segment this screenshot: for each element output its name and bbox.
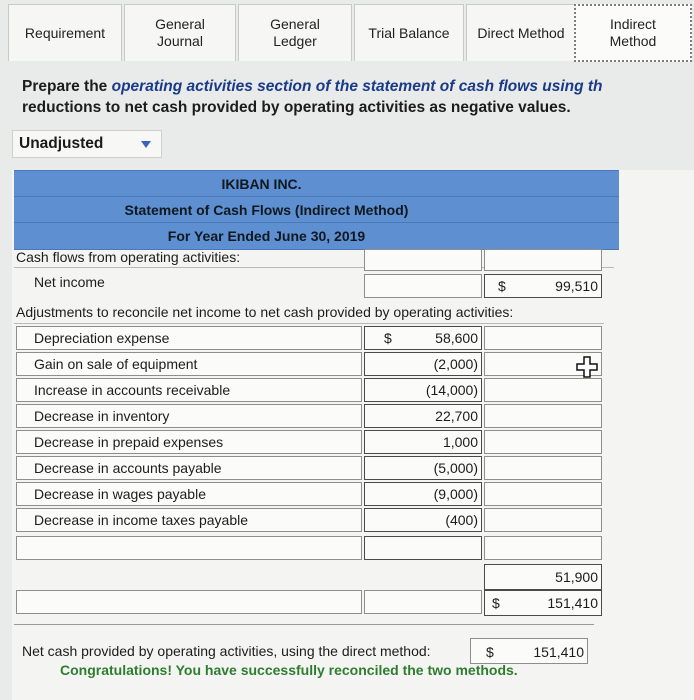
net-cash-total-value: 151,410 [547, 595, 598, 611]
company-name [14, 170, 619, 197]
net-income-value: 99,510 [555, 278, 598, 294]
adjustment-total-input[interactable] [484, 430, 602, 454]
section-input-1[interactable] [364, 249, 482, 271]
currency-symbol: $ [384, 330, 392, 346]
instructions-lead: Prepare the [22, 78, 108, 95]
tab-general-journal[interactable] [124, 4, 236, 61]
adjustment-value: 1,000 [442, 434, 478, 450]
adjustment-label: Decrease in prepaid expenses [34, 434, 224, 450]
currency-symbol: $ [492, 595, 500, 611]
net-income-col1[interactable] [364, 274, 482, 298]
tab-bar [8, 4, 694, 62]
tab-label: Direct Method [477, 24, 565, 41]
adjustment-value: 58,600 [435, 330, 478, 346]
tab-requirement[interactable] [8, 4, 122, 61]
adjustment-value: (400) [445, 512, 478, 528]
adjustment-total-input[interactable] [484, 456, 602, 480]
statement-sheet [12, 170, 694, 700]
tab-label: Indirect Method [609, 16, 657, 49]
move-cursor-icon [576, 356, 598, 378]
tab-trial-balance[interactable] [354, 4, 464, 61]
total-adjustments-value: 51,900 [555, 569, 598, 585]
net-cash-col1[interactable] [364, 590, 482, 614]
company-text: IKIBAN INC. [221, 176, 302, 192]
adjustment-label: Gain on sale of equipment [34, 356, 198, 372]
tab-indirect-method[interactable] [574, 4, 692, 62]
adjustment-value: 22,700 [435, 408, 478, 424]
instructions-line2: reductions to net cash provided by operating activities as negative values. [22, 99, 571, 116]
tab-label: Requirement [24, 24, 106, 41]
adjustment-value: (5,000) [433, 460, 478, 476]
currency-symbol: $ [498, 278, 506, 294]
blank-amount-input[interactable] [364, 536, 482, 560]
adjustment-label: Decrease in income taxes payable [34, 512, 249, 528]
title-text: Statement of Cash Flows (Indirect Method) [124, 202, 409, 218]
adjustment-value: (2,000) [433, 356, 478, 372]
adjustment-total-input[interactable] [484, 482, 602, 506]
statement-title [14, 196, 619, 223]
instructions [22, 76, 694, 118]
adjustment-total-input[interactable] [484, 326, 602, 350]
statement-period [14, 222, 619, 250]
tab-label: General Ledger [270, 16, 320, 49]
tab-direct-method[interactable] [466, 4, 576, 61]
adjustment-total-input[interactable] [484, 378, 602, 402]
tab-label: Trial Balance [368, 24, 450, 41]
adjustment-total-input[interactable] [484, 508, 602, 532]
divider [14, 624, 594, 625]
direct-method-value: 151,410 [533, 644, 584, 660]
adjustment-label: Decrease in inventory [34, 408, 170, 424]
tab-general-ledger[interactable] [238, 4, 352, 61]
divider [14, 323, 604, 324]
blank-total-input[interactable] [484, 536, 602, 560]
adjustments-label: Adjustments to reconcile net income to net cash provided by operating activities: [16, 304, 514, 320]
chevron-down-icon [141, 141, 151, 148]
period-text: For Year Ended June 30, 2019 [167, 228, 366, 244]
section-label: Cash flows from operating activities: [16, 249, 241, 265]
adjustment-total-input[interactable] [484, 404, 602, 428]
adjustment-value: (9,000) [433, 486, 478, 502]
congrats-message: Congratulations! You have successfully reconciled the two methods. [60, 662, 518, 678]
direct-method-label: Net cash provided by operating activities, using the direct method: [22, 643, 431, 659]
currency-symbol: $ [486, 644, 494, 660]
blank-label-input[interactable] [16, 536, 362, 560]
adjustment-label: Decrease in wages payable [34, 486, 206, 502]
section-input-2[interactable] [484, 249, 602, 271]
instructions-emphasis: operating activities section of the statement of cash flows using th [111, 78, 603, 95]
view-dropdown[interactable] [12, 130, 162, 158]
net-cash-label-input[interactable] [16, 590, 362, 614]
dropdown-selected: Unadjusted [19, 135, 104, 152]
adjustment-value: (14,000) [425, 382, 478, 398]
adjustment-label: Decrease in accounts payable [34, 460, 222, 476]
adjustment-label: Increase in accounts receivable [34, 382, 231, 398]
adjustment-label: Depreciation expense [34, 330, 170, 346]
tab-label: General Journal [155, 16, 205, 49]
net-income-label: Net income [34, 274, 105, 290]
